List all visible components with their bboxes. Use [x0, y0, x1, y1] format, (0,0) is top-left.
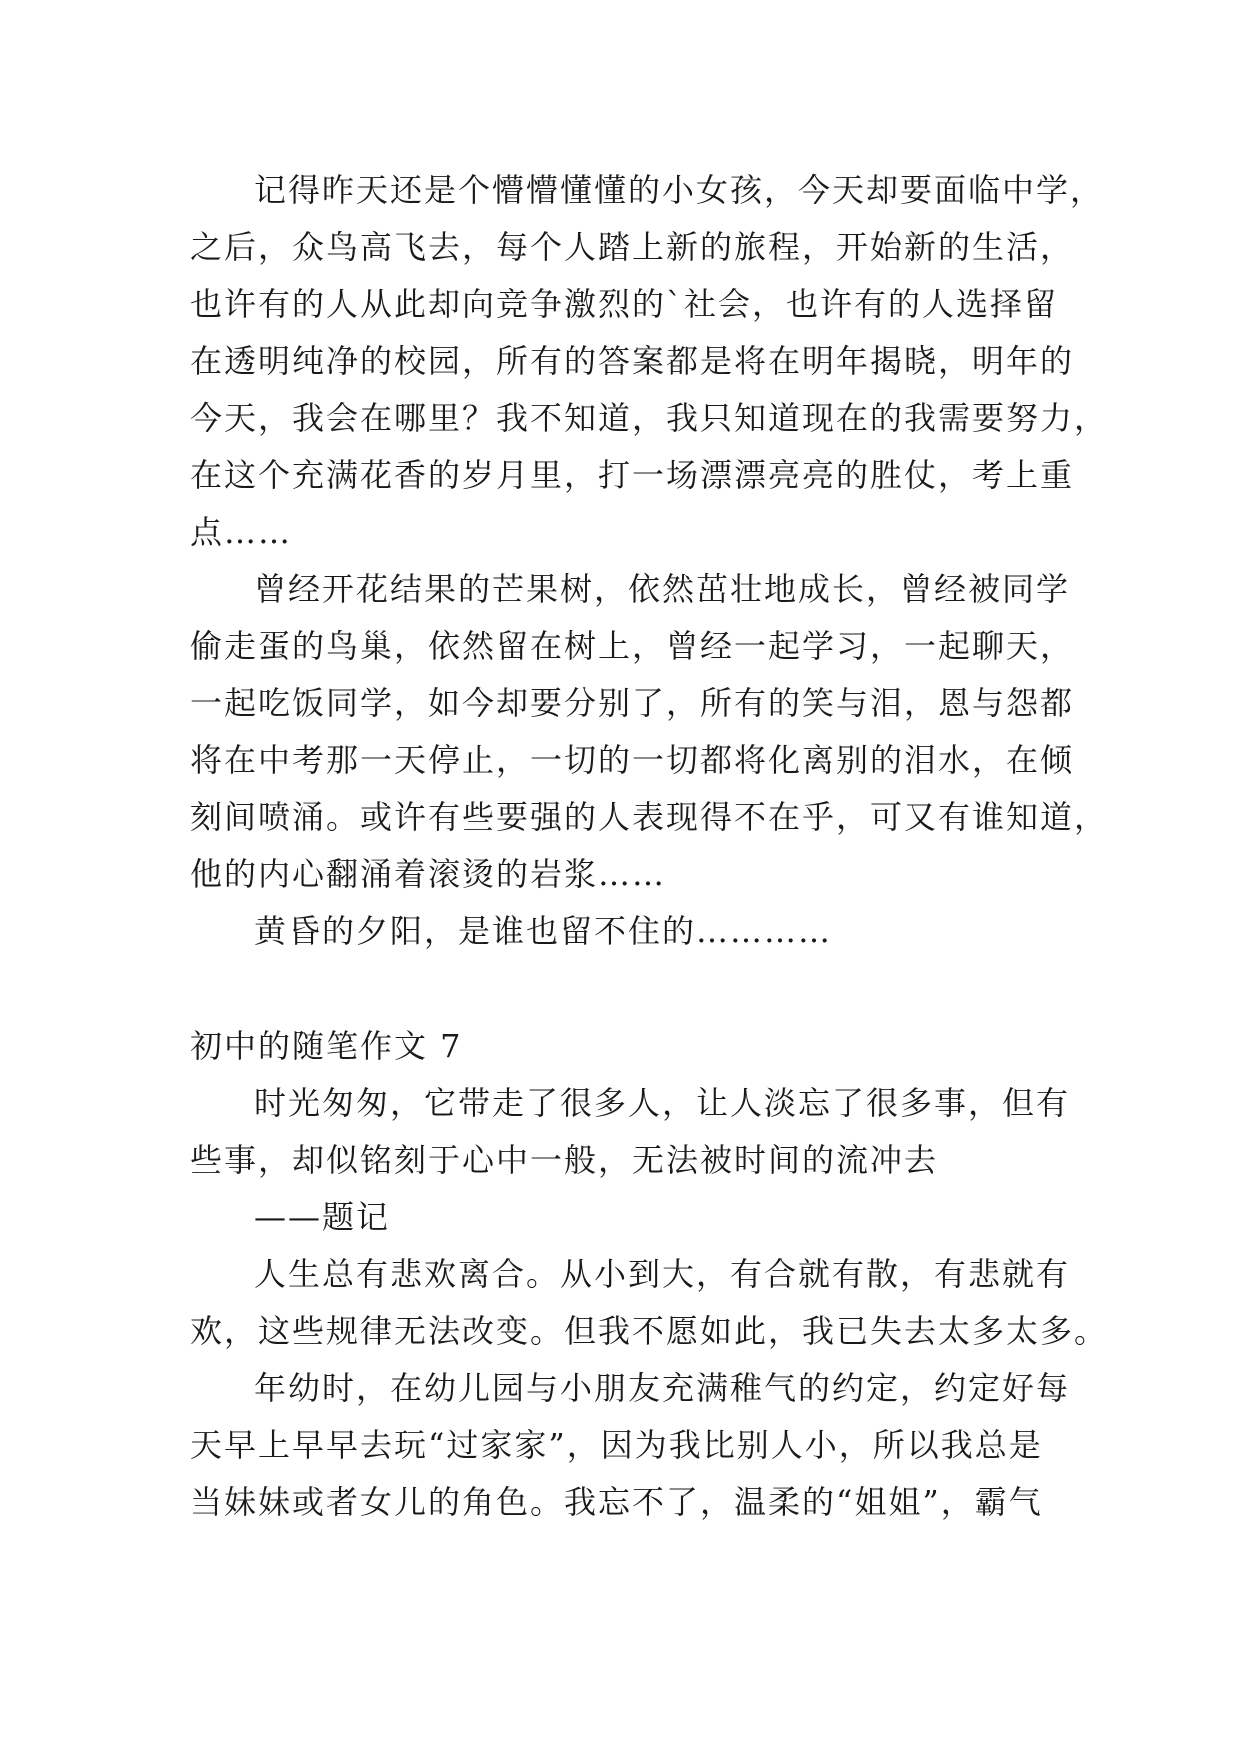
- paragraph-2-line-6: 他的内心翻涌着滚烫的岩浆……: [190, 855, 667, 893]
- paragraph-2-line-4: 将在中考那一天停止，一切的一切都将化离别的泪水，在倾: [190, 741, 1075, 779]
- paragraph-2-line-1: 曾经开花结果的芒果树，依然茁壮地成长，曾经被同学: [254, 570, 1071, 608]
- paragraph-2-line-2: 偷走蛋的鸟巢，依然留在树上，曾经一起学习，一起聊天，: [190, 627, 1075, 665]
- paragraph-1-line-4: 在透明纯净的校园，所有的答案都是将在明年揭晓，明年的: [190, 342, 1075, 380]
- paragraph-1-line-7: 点……: [190, 513, 293, 551]
- paragraph-6-line-3: 当妹妹或者女儿的角色。我忘不了，温柔的“姐姐”，霸气: [190, 1483, 1043, 1521]
- paragraph-4-line-2: 些事，却似铭刻于心中一般，无法被时间的流冲去: [190, 1141, 939, 1179]
- paragraph-1-line-1: 记得昨天还是个懵懵懂懂的小女孩，今天却要面临中学，: [254, 171, 1105, 209]
- paragraph-5-line-2: 欢，这些规律无法改变。但我不愿如此，我已失去太多太多。: [190, 1312, 1109, 1350]
- paragraph-1-line-2: 之后，众鸟高飞去，每个人踏上新的旅程，开始新的生活，: [190, 228, 1075, 266]
- paragraph-1-line-3: 也许有的人从此却向竞争激烈的`社会，也许有的人选择留: [190, 285, 1059, 323]
- section-title: 初中的随笔作文 7: [190, 1027, 463, 1065]
- paragraph-1-line-6: 在这个充满花香的岁月里，打一场漂漂亮亮的胜仗，考上重: [190, 456, 1075, 494]
- paragraph-3: 黄昏的夕阳，是谁也留不住的…………: [254, 912, 833, 950]
- epigraph: ——题记: [254, 1198, 391, 1236]
- paragraph-2-line-3: 一起吃饭同学，如今却要分别了，所有的笑与泪，恩与怨都: [190, 684, 1075, 722]
- paragraph-2-line-5: 刻间喷涌。或许有些要强的人表现得不在乎，可又有谁知道，: [190, 798, 1109, 836]
- paragraph-6-line-2: 天早上早早去玩“过家家”，因为我比别人小，所以我总是: [190, 1426, 1043, 1464]
- paragraph-4-line-1: 时光匆匆，它带走了很多人，让人淡忘了很多事，但有: [254, 1084, 1071, 1122]
- paragraph-1-line-5: 今天，我会在哪里？我不知道，我只知道现在的我需要努力，: [190, 399, 1109, 437]
- paragraph-5-line-1: 人生总有悲欢离合。从小到大，有合就有散，有悲就有: [254, 1255, 1071, 1293]
- paragraph-6-line-1: 年幼时，在幼儿园与小朋友充满稚气的约定，约定好每: [254, 1369, 1071, 1407]
